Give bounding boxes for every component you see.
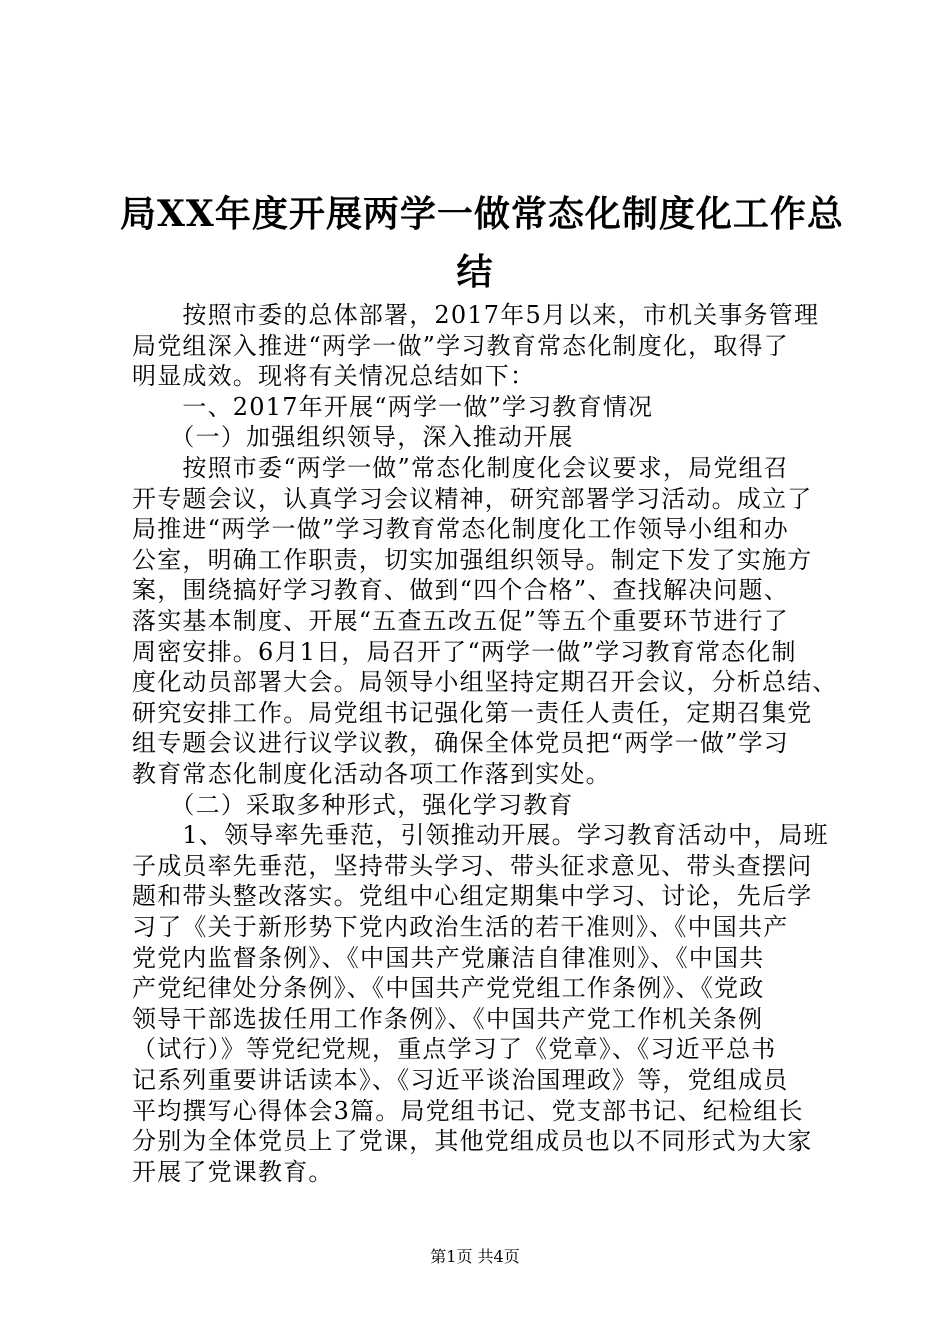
body-line: 组专题会议进行议学议教，确保全体党员把“两学一做”学习 (132, 729, 789, 758)
body-line: 按照市委的总体部署，2017年5月以来，市机关事务管理 (132, 301, 820, 329)
body-line: 分别为全体党员上了党课，其他党组成员也以不同形式为大家 (132, 1127, 813, 1156)
body-line: 局推进“两学一做”学习教育常态化制度化工作领导小组和办 (132, 515, 789, 544)
body-line: 明显成效。现将有关情况总结如下： (132, 362, 536, 391)
body-line: 产党纪律处分条例》、《中国共产党党组工作条例》、《党政 (132, 974, 765, 1003)
body-line: 局党组深入推进“两学一做”学习教育常态化制度化，取得了 (132, 331, 789, 360)
body-line: （一）加强组织领导，深入推动开展 (132, 423, 574, 452)
body-line: 领导干部选拔任用工作条例》、《中国共产党工作机关条例 (132, 1004, 764, 1033)
body-line: 开展了党课教育。 (132, 1157, 334, 1186)
body-line: 习了《关于新形势下党内政治生活的若干准则》、《中国共产 (132, 913, 789, 941)
body-line: 记系列重要讲话读本》、《习近平谈治国理政》等，党组成员 (132, 1066, 789, 1094)
body-line: 开专题会议，认真学习会议精神，研究部署学习活动。成立了 (132, 484, 813, 513)
body-line: 周密安排。6月1日，局召开了“两学一做”学习教育常态化制 (132, 637, 797, 666)
page-footer: 第1页 共4页 (430, 1247, 520, 1266)
body-line: 按照市委“两学一做”常态化制度化会议要求，局党组召 (132, 454, 789, 482)
document-title-line-2: 结 (456, 251, 494, 293)
body-line: 研究安排工作。局党组书记强化第一责任人责任，定期召集党 (132, 698, 813, 727)
body-line: 1、领导率先垂范，引领推动开展。学习教育活动中，局班 (132, 821, 829, 850)
document-title-line-1: 局XX年度开展两学一做常态化制度化工作总 (120, 193, 844, 235)
body-line: 一、2017年开展“两学一做”学习教育情况 (132, 392, 654, 421)
body-line: 教育常态化制度化活动各项工作落到实处。 (132, 760, 611, 788)
body-line: 案，围绕搞好学习教育、做到“四个合格”、查找解决问题、 (132, 576, 789, 605)
body-line: 平均撰写心得体会3篇。局党组书记、党支部书记、纪检组长 (132, 1096, 804, 1125)
body-line: 度化动员部署大会。局领导小组坚持定期召开会议，分析总结、 (132, 668, 838, 697)
body-line: 落实基本制度、开展“五查五改五促”等五个重要环节进行了 (132, 607, 789, 635)
body-line: 党党内监督条例》、《中国共产党廉洁自律准则》、《中国共 (132, 943, 765, 972)
body-line: （二）采取多种形式，强化学习教育 (132, 790, 574, 819)
body-line: 子成员率先垂范，坚持带头学习、带头征求意见、带头查摆问 (132, 851, 813, 880)
body-line: 公室，明确工作职责，切实加强组织领导。制定下发了实施方 (132, 545, 813, 574)
body-line: 题和带头整改落实。党组中心组定期集中学习、讨论，先后学 (132, 882, 813, 911)
body-line: （试行）》等党纪党规，重点学习了《党章》、《习近平总书 (132, 1035, 777, 1064)
